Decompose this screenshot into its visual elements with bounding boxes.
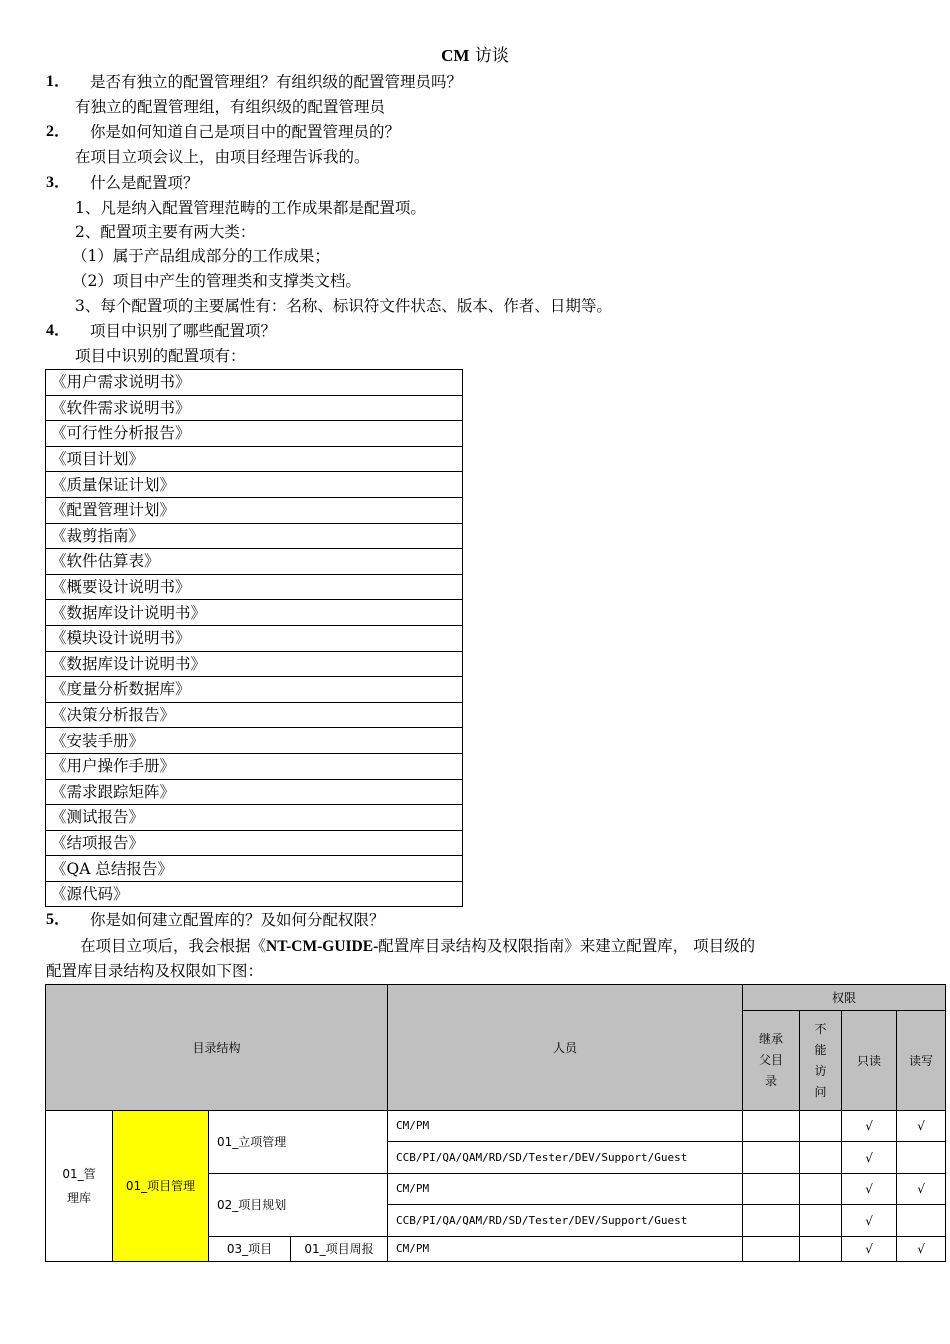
table-row (46, 881, 463, 907)
question-text: 是否有独立的配置管理组？有组织级的配置管理员吗？ (90, 73, 463, 91)
subdir-cell: 01_项目周报 (291, 1237, 388, 1262)
readonly-cell: √ (842, 1174, 897, 1205)
answer-line: （1）属于产品组成部分的工作成果； (72, 247, 330, 265)
config-item: 《决策分析报告》 (46, 702, 463, 728)
person-cell: CM/PM (388, 1237, 743, 1262)
answer-text: 在项目立项会议上，由项目经理告诉我的。 (75, 148, 370, 166)
table-row (46, 702, 463, 728)
person-cell: CM/PM (388, 1111, 743, 1142)
header-inherit: 继承 父目 录 (743, 1011, 800, 1111)
table-row (46, 651, 463, 677)
table-row (46, 1111, 946, 1142)
header-readonly: 只读 (842, 1011, 897, 1111)
noaccess-cell (800, 1174, 842, 1205)
table-row (46, 370, 463, 396)
table-row (46, 728, 463, 754)
config-item: 《用户操作手册》 (46, 753, 463, 779)
person-cell: CCB/PI/QA/QAM/RD/SD/Tester/DEV/Support/Guest (388, 1142, 743, 1174)
person-cell: CM/PM (388, 1174, 743, 1205)
level1-cell: 01_管 理库 (46, 1111, 113, 1262)
readonly-cell: √ (842, 1237, 897, 1262)
table-row (46, 856, 463, 882)
config-item: 《结项报告》 (46, 830, 463, 856)
question-number: 1． (46, 73, 71, 90)
config-item: 《模块设计说明书》 (46, 625, 463, 651)
table-row (46, 549, 463, 575)
table-row (46, 600, 463, 626)
config-item: 《质量保证计划》 (46, 472, 463, 498)
config-item: 《数据库设计说明书》 (46, 651, 463, 677)
readonly-cell: √ (842, 1111, 897, 1142)
question-text: 你是如何建立配置库的？及如何分配权限？ (90, 911, 385, 929)
header-noaccess: 不 能 访 问 (800, 1011, 842, 1111)
table-row (46, 421, 463, 447)
table-row (46, 830, 463, 856)
dir-cell: 03_项目 (209, 1237, 291, 1262)
question-number: 3． (46, 174, 71, 191)
question-text: 项目中识别了哪些配置项？ (90, 322, 277, 340)
table-row (46, 805, 463, 831)
config-item: 《软件需求说明书》 (46, 395, 463, 421)
noaccess-cell (800, 1205, 842, 1237)
noaccess-cell (800, 1237, 842, 1262)
answer-text: 有独立的配置管理组，有组织级的配置管理员 (75, 98, 386, 116)
readwrite-cell (897, 1142, 946, 1174)
inherit-cell (743, 1237, 800, 1262)
answer-line: 1、凡是纳入配置管理范畴的工作成果都是配置项。 (75, 199, 426, 217)
question-number: 2． (46, 123, 71, 140)
config-item: 《安装手册》 (46, 728, 463, 754)
readwrite-cell: √ (897, 1174, 946, 1205)
config-item: 《源代码》 (46, 881, 463, 907)
table-row (46, 446, 463, 472)
inherit-cell (743, 1205, 800, 1237)
inherit-cell (743, 1111, 800, 1142)
config-item: 《数据库设计说明书》 (46, 600, 463, 626)
header-perm: 权限 (743, 985, 946, 1011)
page-title: CM 访谈 (441, 46, 509, 66)
table-row (46, 497, 463, 523)
readwrite-cell: √ (897, 1111, 946, 1142)
readonly-cell: √ (842, 1205, 897, 1237)
dir-cell: 02_项目规划 (209, 1174, 388, 1237)
header-person: 人员 (388, 985, 743, 1111)
table-row (46, 779, 463, 805)
noaccess-cell (800, 1142, 842, 1174)
question-text: 什么是配置项？ (90, 174, 199, 192)
header-dir: 目录结构 (46, 985, 388, 1111)
config-item: 《需求跟踪矩阵》 (46, 779, 463, 805)
config-item: 《测试报告》 (46, 805, 463, 831)
table-row (46, 753, 463, 779)
question-number: 4． (46, 322, 71, 339)
readonly-cell: √ (842, 1142, 897, 1174)
config-item-table (45, 369, 463, 907)
dir-cell: 01_立项管理 (209, 1111, 388, 1174)
table-row (46, 574, 463, 600)
config-item: 《配置管理计划》 (46, 497, 463, 523)
config-item: 《项目计划》 (46, 446, 463, 472)
table-row (46, 523, 463, 549)
answer-intro: 项目中识别的配置项有： (75, 347, 246, 365)
header-readwrite: 读写 (897, 1011, 946, 1111)
inherit-cell (743, 1174, 800, 1205)
table-row (46, 625, 463, 651)
table-row (46, 677, 463, 703)
question-text: 你是如何知道自己是项目中的配置管理员的？ (90, 123, 401, 141)
config-item: 《度量分析数据库》 (46, 677, 463, 703)
config-item: 《概要设计说明书》 (46, 574, 463, 600)
noaccess-cell (800, 1111, 842, 1142)
question-number: 5． (46, 911, 71, 928)
table-row (46, 472, 463, 498)
config-item: 《QA 总结报告》 (46, 856, 463, 882)
table-row (46, 395, 463, 421)
readwrite-cell (897, 1205, 946, 1237)
permission-table (45, 984, 946, 1262)
answer-line: 3、每个配置项的主要属性有：名称、标识符文件状态、版本、作者、日期等。 (75, 297, 612, 315)
answer-line: 2、配置项主要有两大类： (75, 223, 256, 241)
table-row (46, 985, 946, 1011)
config-item: 《裁剪指南》 (46, 523, 463, 549)
config-item: 《软件估算表》 (46, 549, 463, 575)
inherit-cell (743, 1142, 800, 1174)
readwrite-cell: √ (897, 1237, 946, 1262)
level2-cell: 01_项目管理 (113, 1111, 209, 1262)
person-cell: CCB/PI/QA/QAM/RD/SD/Tester/DEV/Support/Guest (388, 1205, 743, 1237)
paragraph-line: 在项目立项后，我会根据《NT-CM-GUIDE-配置库目录结构及权限指南》来建立配置库， 项目级的 (80, 937, 756, 955)
paragraph-line: 配置库目录结构及权限如下图： (46, 962, 264, 980)
config-item: 《用户需求说明书》 (46, 370, 463, 396)
config-item: 《可行性分析报告》 (46, 421, 463, 447)
answer-line: （2）项目中产生的管理类和支撑类文档。 (72, 272, 361, 290)
